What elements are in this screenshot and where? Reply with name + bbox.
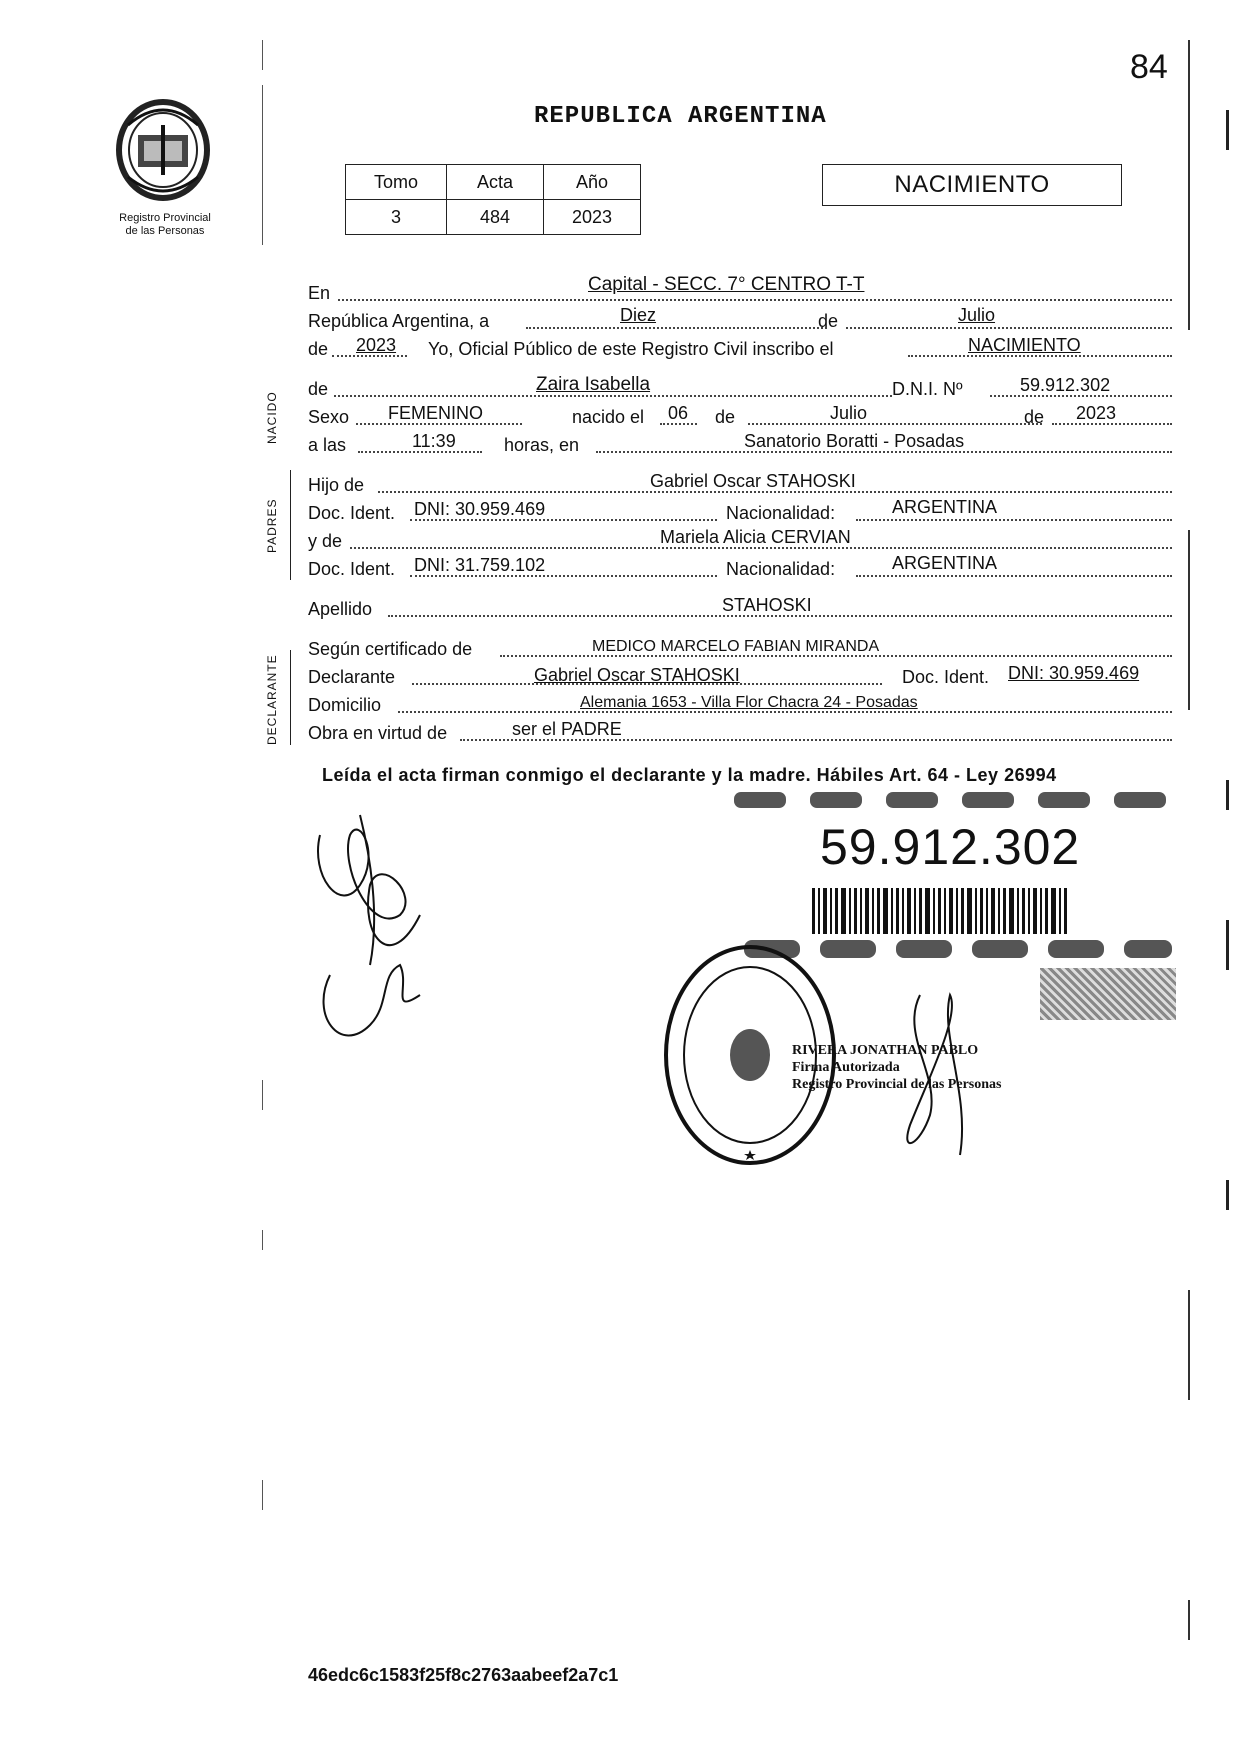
anio-value: 2023: [544, 200, 641, 235]
document-title: REPUBLICA ARGENTINA: [534, 103, 827, 130]
row-en: [308, 274, 1172, 306]
registry-table-value-row: [346, 200, 641, 235]
inscribo-tipo: NACIMIENTO: [968, 335, 1081, 355]
certificado-value: MEDICO MARCELO FABIAN MIRANDA: [592, 638, 880, 655]
row-anio: [308, 336, 1172, 362]
horas-en-label: horas, en: [504, 435, 580, 455]
record-type-box: NACIMIENTO: [822, 164, 1122, 206]
row-padre-doc: [308, 497, 1172, 526]
signature-declarante: [300, 795, 440, 1055]
padres-bracket: [290, 470, 291, 580]
hora-value: 11:39: [412, 431, 456, 451]
dni-label: D.N.I. Nº: [892, 379, 963, 399]
obra-value: ser el PADRE: [512, 719, 622, 739]
nac-de2-label: de: [1024, 407, 1045, 427]
document-hash: 46edc6c1583f25f8c2763aabeef2a7c1: [308, 1665, 619, 1685]
row-hora: [308, 432, 1172, 458]
declarante-doc-label: Doc. Ident.: [902, 667, 990, 687]
registry-table-header-row: [346, 165, 641, 200]
anio-prefix: de: [308, 339, 329, 359]
dotted-line: [526, 327, 827, 329]
madre-value: Mariela Alicia CERVIAN: [660, 527, 851, 547]
tomo-header: Tomo: [346, 165, 447, 200]
nombre-value: Zaira Isabella: [536, 374, 651, 395]
official-org: Registro Provincial de las Personas: [792, 1077, 1002, 1092]
row-domicilio: [308, 692, 1172, 718]
nac-dia-value: 06: [668, 403, 689, 423]
left-margin-rule: [262, 1080, 263, 1110]
nac-mes-value: Julio: [830, 403, 868, 423]
right-margin-rule: [1188, 1290, 1190, 1400]
y-de-label: y de: [308, 531, 343, 551]
padre-doc-value: DNI: 30.959.469: [414, 499, 546, 519]
row-madre: [308, 528, 1172, 554]
dotted-line: [856, 575, 1172, 577]
anio-value: 2023: [356, 335, 397, 355]
row-padre: [308, 472, 1172, 498]
mes-value: Julio: [958, 305, 996, 325]
apellido-value: STAHOSKI: [722, 595, 812, 615]
lugar-value: Sanatorio Boratti - Posadas: [744, 431, 965, 451]
declarante-value: Gabriel Oscar STAHOSKI: [534, 665, 740, 685]
en-value: Capital - SECC. 7° CENTRO T-T: [588, 274, 865, 295]
right-margin-rule: [1188, 530, 1190, 710]
dotted-line: [856, 519, 1172, 521]
sexo-label: Sexo: [308, 407, 350, 427]
barcode: [812, 888, 1070, 934]
dotted-line: [748, 423, 1042, 425]
row-apellido: [308, 596, 1172, 622]
dni-value: 59.912.302: [1020, 375, 1111, 395]
official-role: Firma Autorizada: [792, 1060, 900, 1075]
doc-ident-label: Doc. Ident.: [308, 503, 396, 523]
nacionalidad-label: Nacionalidad:: [726, 559, 836, 579]
side-label-declarante: DECLARANTE: [265, 654, 279, 745]
domicilio-label: Domicilio: [308, 695, 382, 715]
left-margin-rule: [262, 1480, 263, 1510]
acta-value: 484: [447, 200, 544, 235]
padre-nac-value: ARGENTINA: [892, 497, 998, 517]
registry-caption-line-2: de las Personas: [125, 225, 205, 237]
row-sexo: [308, 404, 1172, 430]
a-las-label: a las: [308, 435, 347, 455]
en-label: En: [308, 283, 331, 303]
right-margin-speck: [1226, 110, 1229, 150]
declarante-doc-value: DNI: 30.959.469: [1008, 663, 1140, 683]
tomo-value: 3: [346, 200, 447, 235]
registry-caption-line-1: Registro Provincial: [119, 212, 211, 224]
side-label-padres: PADRES: [265, 498, 279, 553]
obra-label: Obra en virtud de: [308, 723, 448, 743]
row-obra: [308, 720, 1172, 746]
left-margin-rule: [262, 1230, 263, 1250]
dia-value: Diez: [620, 305, 657, 325]
registry-table: [345, 164, 641, 235]
oficial-text: Yo, Oficial Público de este Registro Civil inscribo el: [428, 339, 834, 359]
dotted-line: [338, 299, 1172, 301]
registry-caption: [90, 212, 240, 238]
right-margin-speck: [1226, 780, 1229, 810]
left-margin-rule: [262, 85, 263, 245]
republica-label: República Argentina, a: [308, 311, 490, 331]
dotted-line: [846, 327, 1172, 329]
de-nombre-label: de: [308, 379, 329, 399]
official-name: RIVERA JONATHAN PABLO: [792, 1043, 979, 1058]
side-label-nacido: NACIDO: [265, 391, 279, 444]
closing-text: Leída el acta firman conmigo el declarante y la madre. Hábiles Art. 64 - Ley 26994: [322, 765, 1057, 785]
nac-de-label: de: [715, 407, 736, 427]
acta-header: Acta: [447, 165, 544, 200]
nacionalidad-label: Nacionalidad:: [726, 503, 836, 523]
row-republica: [308, 305, 1172, 334]
registry-seal-logo: [108, 95, 218, 205]
page-number: 84: [1130, 48, 1168, 86]
domicilio-value: Alemania 1653 - Villa Flor Chacra 24 - Posadas: [580, 694, 918, 711]
row-certificado: [308, 636, 1172, 662]
right-margin-speck: [1226, 920, 1229, 970]
declarante-label: Declarante: [308, 667, 396, 687]
anio-header: Año: [544, 165, 641, 200]
right-margin-rule: [1188, 40, 1190, 330]
official-signature-text: [792, 1042, 1001, 1093]
nac-anio-value: 2023: [1076, 403, 1117, 423]
nacido-el-label: nacido el: [572, 407, 645, 427]
row-nombre: [308, 376, 1172, 402]
id-number: 59.912.302: [820, 819, 1081, 875]
madre-doc-value: DNI: 31.759.102: [414, 555, 546, 575]
declarante-bracket: [290, 650, 291, 745]
padre-value: Gabriel Oscar STAHOSKI: [650, 471, 856, 491]
certificado-label: Según certificado de: [308, 639, 473, 659]
left-margin-rule: [262, 40, 263, 70]
row-madre-doc: [308, 553, 1172, 582]
security-strip: [732, 790, 1172, 812]
hologram-patch: [1040, 968, 1176, 1020]
sexo-value: FEMENINO: [388, 403, 484, 423]
hijo-de-label: Hijo de: [308, 475, 365, 495]
de-label: de: [818, 311, 839, 331]
row-declarante: [308, 664, 1172, 690]
right-margin-speck: [1226, 1180, 1229, 1210]
apellido-label: Apellido: [308, 599, 373, 619]
doc-ident-label: Doc. Ident.: [308, 559, 396, 579]
madre-nac-value: ARGENTINA: [892, 553, 998, 573]
right-margin-rule: [1188, 1600, 1190, 1640]
